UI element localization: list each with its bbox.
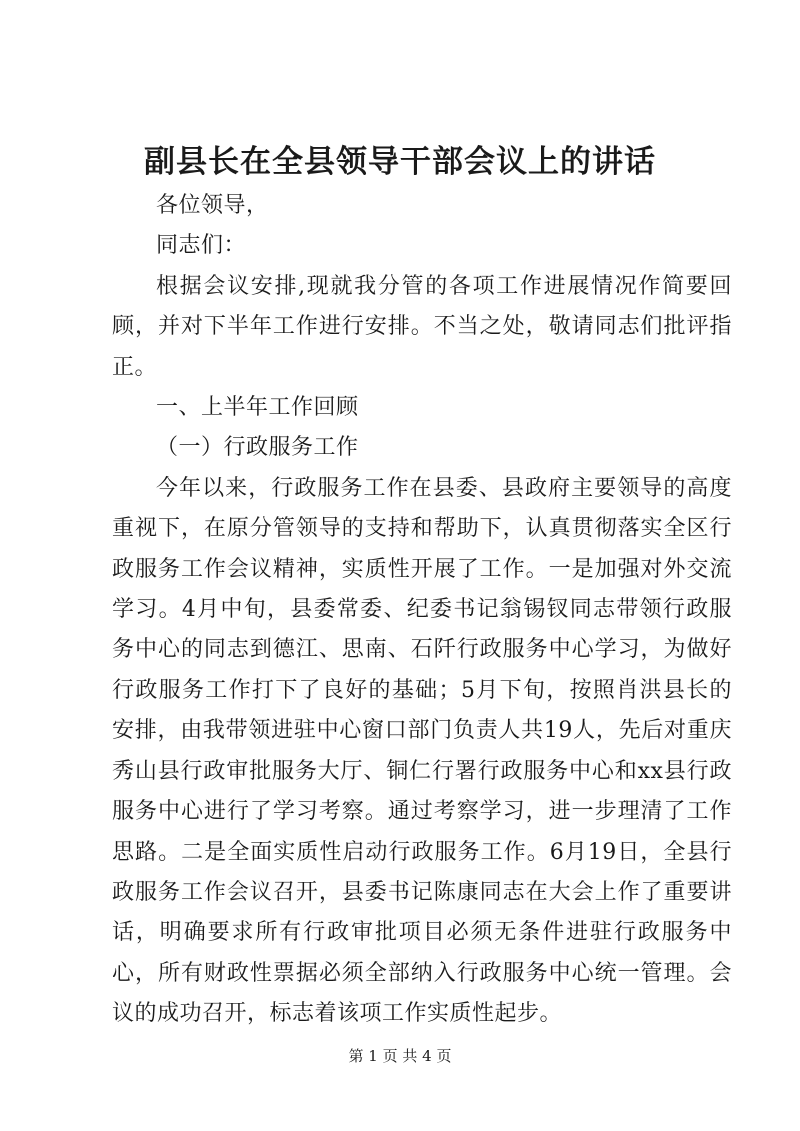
- body-paragraph: 今年以来，行政服务工作在县委、县政府主要领导的高度重视下，在原分管领导的支持和帮助下，认真贯彻落实全区行政服务工作会议精神，实质性开展了工作。一是加强对外交流学习。4月中旬，县委常委、纪委书记翁锡钗同志带领行政服务中心的同志到德江、思南、石阡行政服务中心学习，为做好行政服务工作打下了良好的基础；5月下旬，按照肖洪县长的安排，由我带领进驻中心窗口部门负责人共19人，先后对重庆秀山县行政审批服务大厅、铜仁行署行政服务中心和xx县行政服务中心进行了学习考察。通过考察学习，进一步理清了工作思路。二是全面实质性启动行政服务工作。6月19日，全县行政服务工作会议召开，县委书记陈康同志在大会上作了重要讲话，明确要求所有行政审批项目必须无条件进驻行政服务中心，所有财政性票据必须全部纳入行政服务中心统一管理。会议的成功召开，标志着该项工作实质性起步。: [112, 475, 732, 1027]
- section-heading: 一、上半年工作回顾: [156, 395, 359, 421]
- salutation-leaders: 各位领导，: [156, 193, 269, 218]
- document-title: 副县长在全县领导干部会议上的讲话: [144, 144, 656, 180]
- intro-paragraph: 根据会议安排,现就我分管的各项工作进展情况作简要回顾，并对下半年工作进行安排。不当之处，敬请同志们批评指正。: [112, 273, 732, 380]
- document-body: [112, 186, 732, 1035]
- subsection-heading: （一）行政服务工作: [156, 435, 359, 461]
- salutation-comrades: 同志们：: [156, 233, 247, 259]
- page-footer: 第 1 页 共 4 页: [348, 1047, 452, 1065]
